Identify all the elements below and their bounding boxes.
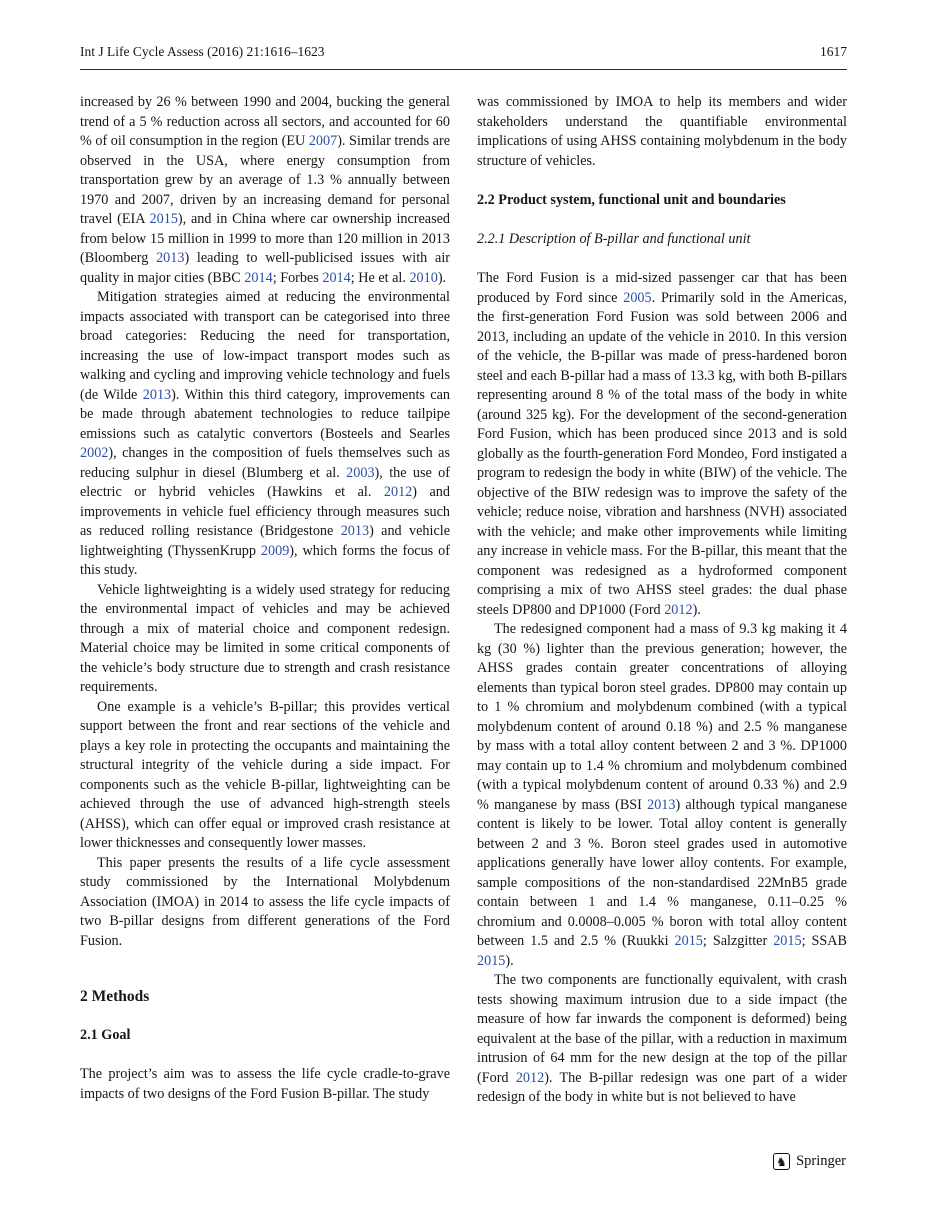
text-run: ) although typical manganese content is likely to be lower. Total alloy content is generally between 2 and 3 %. Boron steel grades used in automotive applications generally have lower alloy contents. For example, sample compositions of the non-standardised 22MnB5 grade contain between 1 and 1.4 % manganese, 0.11–0.25 % chromium and 0.0008–0.005 % boron with total alloy content between 1.5 and 2.5 % (Ruukki	[477, 796, 847, 949]
citation-link[interactable]: 2013	[142, 386, 172, 403]
subsubsection-heading	[477, 230, 847, 249]
journal-reference: Int J Life Cycle Assess (2016) 21:1616–1623	[80, 44, 325, 59]
citation-link[interactable]: 2015	[477, 952, 506, 969]
text-run: ). The B-pillar redesign was one part of a wider redesign of the body in white but is not believed to have	[477, 1069, 847, 1105]
citation-link[interactable]: 2003	[346, 464, 375, 481]
text-run: The Ford Fusion is a mid-sized passenger car that has been produced by Ford since	[477, 270, 847, 306]
text-run: ). Similar trends are observed in the USA, where energy consumption from transportation grew by an average of 1.3 % annually between 1970 and 2007, driven by an increasing demand for personal travel (EIA	[80, 133, 450, 227]
text-run: ; SSAB	[801, 933, 848, 949]
paragraph	[80, 288, 450, 581]
subsection-heading	[80, 1026, 450, 1045]
text-run: ; He et al.	[350, 269, 410, 286]
text-run: ).	[437, 269, 447, 286]
text-run: increased by 26 % between 1990 and 2004, bucking the general trend of a 5 % reduction across all sectors, and accounted for 60 % of oil consumption in the region (EU	[80, 94, 450, 149]
left-column	[80, 93, 450, 1108]
citation-link[interactable]: 2012	[383, 484, 413, 500]
text-run: Vehicle lightweighting is a widely used strategy for reducing the environmental impact of vehicles and may be achieved through a mix of material choice and component redesign. Material choice may be limited in some critical components of the vehicle’s body structure due to strength and crash resistance requirements.	[80, 581, 450, 695]
text-run: The redesigned component had a mass of 9.3 kg making it 4 kg (30 %) lighter than the previous generation; however, the AHSS grades contain greater concentrations of alloying elements than typical boron steel grades. DP800 may contain up to 1 % chromium and molybdenum combined (with a typical molybdenum content of around 0.18 %) and 2.5 % manganese by mass with a total alloy content between 2 and 3 %. DP1000 may contain up to 1.4 % chromium and molybdenum combined (with a typical molybdenum content of around 0.33 %) and 2.9 % manganese by mass (BSI	[477, 621, 847, 813]
text-run: ; Salzgitter	[702, 933, 774, 949]
citation-link[interactable]: 2009	[260, 542, 290, 559]
paragraph	[80, 854, 450, 952]
paragraph	[80, 1065, 450, 1104]
citation-link[interactable]: 2007	[308, 133, 338, 149]
citation-link[interactable]: 2005	[623, 289, 652, 306]
text-run: ; Forbes	[272, 269, 323, 286]
citation-link[interactable]: 2013	[647, 796, 676, 813]
citation-link[interactable]: 2015	[674, 933, 703, 949]
text-run: 2.2.1 Description of B-pillar and functional unit	[477, 231, 751, 247]
citation-link[interactable]: 2012	[515, 1069, 545, 1086]
paragraph	[80, 93, 450, 288]
text-run: One example is a vehicle’s B-pillar; this provides vertical support between the front and rear sections of the vehicle and plays a key role in protecting the occupants and maintaining the structural integrity of the vehicle during a side impact. For components such as the vehicle B-pillar, lightweighting can be achieved through the use of advanced high-strength steels (AHSS), which can offer equal or improved crash resistance at lower thicknesses and consequently lower masses.	[80, 698, 450, 851]
text-run: ).	[505, 952, 514, 969]
text-run: ), which forms the focus of this study.	[80, 542, 450, 578]
paragraph	[477, 93, 847, 171]
right-column	[477, 93, 847, 1108]
paragraph	[477, 620, 847, 971]
citation-link[interactable]: 2002	[80, 445, 109, 461]
text-run: This paper presents the results of a life cycle assessment study commissioned by the International Molybdenum Association (IMOA) in 2014 to assess the life cycle impacts of two B-pillar designs from different generations of the Ford Fusion.	[80, 854, 450, 949]
text-run: The project’s aim was to assess the life cycle cradle-to-grave impacts of two designs of the Ford Fusion B-pillar. The study	[80, 1066, 450, 1102]
page-header	[80, 44, 847, 70]
citation-link[interactable]: 2012	[664, 601, 693, 618]
text-run: ), and in China where car ownership increased from below 15 million in 1999 to more than 120 million in 2013 (Bloomberg	[80, 211, 451, 266]
text-run: 2.1 Goal	[80, 1027, 131, 1043]
article-body	[80, 93, 847, 1108]
citation-link[interactable]: 2015	[149, 211, 178, 227]
text-run: Mitigation strategies aimed at reducing the environmental impacts associated with transport can be categorised into three broad categories: Reducing the need for transportation, increasing the use of low-impact transport modes such as walking and cycling and improving vehicle technology and fuels (de Wilde	[80, 289, 450, 403]
text-run: The two components are functionally equivalent, with crash tests showing maximum intrusion due to a side impact (the measure of how far inwards the component is deformed) being equivalent at the base of the pillar, with a reduction in maximum intrusion of 64 mm for the new design at the top of the pillar (Ford	[477, 972, 847, 1086]
text-run: ) leading to well-publicised issues with air quality in major cities (BBC	[80, 250, 450, 286]
text-run: 2 Methods	[80, 988, 150, 1005]
publisher-footer	[773, 1153, 846, 1170]
page-number: 1617	[820, 44, 847, 59]
citation-link[interactable]: 2014	[322, 269, 351, 286]
text-run: ), the use of electric or hybrid vehicles (Hawkins et al.	[80, 464, 450, 500]
text-run: was commissioned by IMOA to help its members and wider stakeholders understand the quantifiable environmental implications of using AHSS containing molybdenum in the body structure of vehicles.	[477, 94, 847, 169]
citation-link[interactable]: 2010	[409, 269, 438, 286]
text-run: 2.2 Product system, functional unit and boundaries	[477, 192, 786, 208]
text-run: ) and improvements in vehicle fuel efficiency through measures such as reduced rolling resistance (Bridgestone	[80, 484, 450, 539]
paragraph	[80, 698, 450, 854]
citation-link[interactable]: 2013	[340, 523, 370, 539]
subsection-heading	[477, 191, 847, 210]
publisher-name: Springer	[796, 1153, 846, 1169]
section-heading	[80, 987, 450, 1006]
text-run: ).	[692, 601, 701, 618]
citation-link[interactable]: 2015	[773, 933, 802, 949]
text-run: ). Within this third category, improvements can be made through abatement technologies to reduce tailpipe emissions such as catalytic convertors (Bosteels and Searles	[80, 386, 450, 442]
paragraph	[477, 269, 847, 620]
text-run: ), changes in the composition of fuels themselves such as reducing sulphur in diesel (Blumberg et al.	[80, 445, 450, 481]
text-run: . Primarily sold in the Americas, the first-generation Ford Fusion was sold between 2006 and 2013, including an update of the vehicle in 2010. In this version of the vehicle, the B-pillar was made of press-hardened boron steel and each B-pillar had a mass of 13.3 kg, with both B-pillars representing around 8 % of the total mass of the body in white (around 325 kg). For the development of the second-generation Ford Fusion, which has been produced since 2013 and is sold globally as the fourth-generation Ford Mondeo, Ford instigated a program to redesign the body in white (BIW) of the vehicle. The objective of the BIW redesign was to improve the safety of the vehicle; reduce noise, vibration and harshness (NVH) associated with the vehicle; and make other improvements while limiting any increase in vehicle mass. For the B-pillar, this meant that the component was redesigned as a hydroformed component comprising a mix of two AHSS steel grades: the dual phase steels DP800 and DP1000 (Ford	[477, 289, 848, 618]
citation-link[interactable]: 2014	[244, 269, 273, 286]
text-run: ) and vehicle lightweighting (ThyssenKrupp	[80, 523, 451, 559]
citation-link[interactable]: 2013	[156, 250, 185, 266]
paragraph	[477, 971, 847, 1108]
springer-logo-icon: ♞	[773, 1153, 790, 1170]
paragraph	[80, 581, 450, 698]
